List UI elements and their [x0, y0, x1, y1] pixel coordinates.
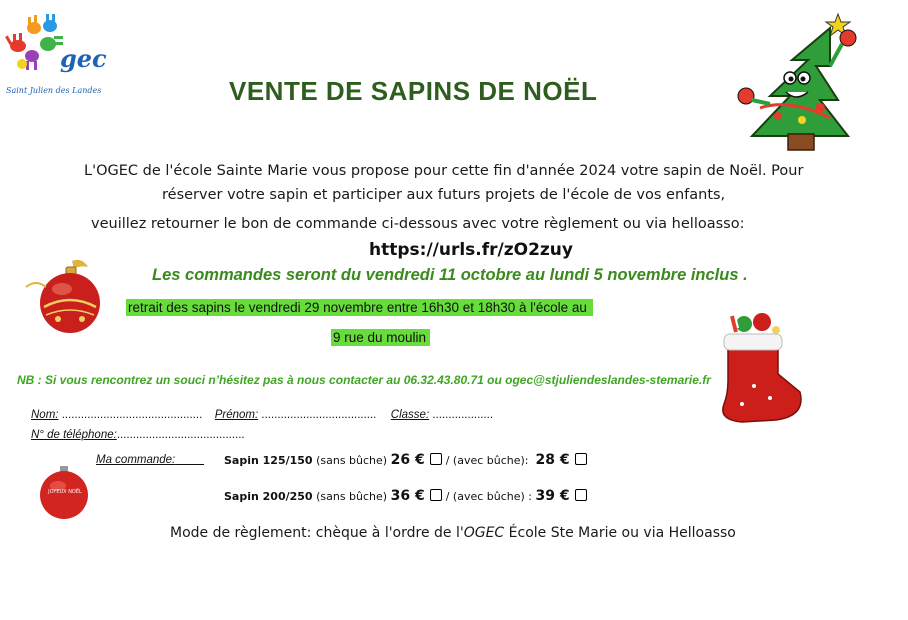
- christmas-tree-illustration: [730, 8, 865, 158]
- prenom-label: Prénom:: [214, 409, 259, 421]
- order-1-avec-checkbox[interactable]: [575, 453, 587, 465]
- page-title: VENTE DE SAPINS DE NOËL: [229, 76, 598, 106]
- form-row-phone: [31, 429, 245, 441]
- payment-mode: [170, 525, 736, 541]
- order-1-sans-checkbox[interactable]: [430, 453, 442, 465]
- christmas-stocking-icon: [714, 308, 814, 428]
- order-option-1: [224, 452, 587, 468]
- helloasso-url-link[interactable]: https://urls.fr/zO2zuy: [369, 240, 573, 260]
- contact-note: NB : Si vous rencontrez un souci n’hésitez pas à nous contacter au 06.32.43.80.71 ou ogec@stjuliendeslandes-stemarie.fr: [17, 373, 711, 387]
- logo-subtitle: Saint Julien des Landes: [6, 86, 102, 95]
- classe-field[interactable]: ...................: [432, 409, 494, 421]
- intro-line-2: réserver votre sapin et participer aux futurs projets de l'école de vos enfants,: [162, 187, 726, 203]
- ornament-label: JOYEUX NOËL: [48, 489, 82, 495]
- order-2-avec-checkbox[interactable]: [575, 489, 587, 501]
- payment-prefix: Mode de règlement: chèque à l'ordre de l': [170, 525, 464, 541]
- order-option-2: [224, 488, 587, 504]
- order-2-sep: /: [445, 490, 450, 503]
- christmas-stocking-illustration: [714, 308, 814, 428]
- christmas-tree-icon: [730, 8, 865, 158]
- logo: [4, 6, 114, 101]
- prenom-field[interactable]: ....................................: [261, 409, 377, 421]
- order-2-avec-price: 39 €: [535, 488, 570, 504]
- nom-label: Nom:: [31, 409, 59, 421]
- order-1-sans-price: 26 €: [390, 452, 425, 468]
- intro-line-1: L'OGEC de l'école Sainte Marie vous propose pour cette fin d'année 2024 votre sapin de Noël. Pour: [84, 163, 804, 179]
- pickup-info-line-1: retrait des sapins le vendredi 29 novembre entre 16h30 et 18h30 à l'école au: [126, 299, 593, 316]
- form-row-name: [31, 409, 493, 421]
- order-dates-text: Les commandes seront du vendredi 11 octobre au lundi 5 novembre inclus .: [152, 266, 748, 284]
- phone-field[interactable]: ........................................: [116, 429, 245, 441]
- order-1-name: Sapin 125/150: [224, 454, 313, 467]
- order-2-sans-checkbox[interactable]: [430, 489, 442, 501]
- classe-label: Classe:: [390, 409, 430, 421]
- order-1-sans-label: (sans bûche): [316, 454, 388, 467]
- order-2-sans-label: (sans bûche): [316, 490, 388, 503]
- pickup-info-line-2: 9 rue du moulin: [331, 329, 430, 346]
- red-bauble-illustration: [22, 257, 107, 337]
- phone-label: N° de téléphone:: [31, 429, 117, 441]
- payment-suffix: École Ste Marie ou via Helloasso: [504, 525, 736, 541]
- order-1-avec-label: (avec bûche):: [452, 454, 529, 467]
- commande-label: [96, 454, 204, 466]
- order-2-name: Sapin 200/250: [224, 490, 313, 503]
- christmas-bauble-icon: [22, 257, 107, 337]
- logo-text: gec: [60, 44, 107, 73]
- nom-field[interactable]: ............................................: [61, 409, 203, 421]
- joyeux-noel-ornament: [38, 464, 92, 522]
- payment-ogec: OGEC: [463, 525, 505, 541]
- commande-label-text: Ma commande:: [96, 454, 176, 466]
- order-2-sans-price: 36 €: [390, 488, 425, 504]
- intro-line-3: veuillez retourner le bon de commande ci-dessous avec votre règlement ou via helloasso:: [91, 216, 745, 232]
- order-1-avec-price: 28 €: [535, 452, 570, 468]
- order-1-sep: /: [445, 454, 450, 467]
- order-2-avec-label: (avec bûche) :: [452, 490, 533, 503]
